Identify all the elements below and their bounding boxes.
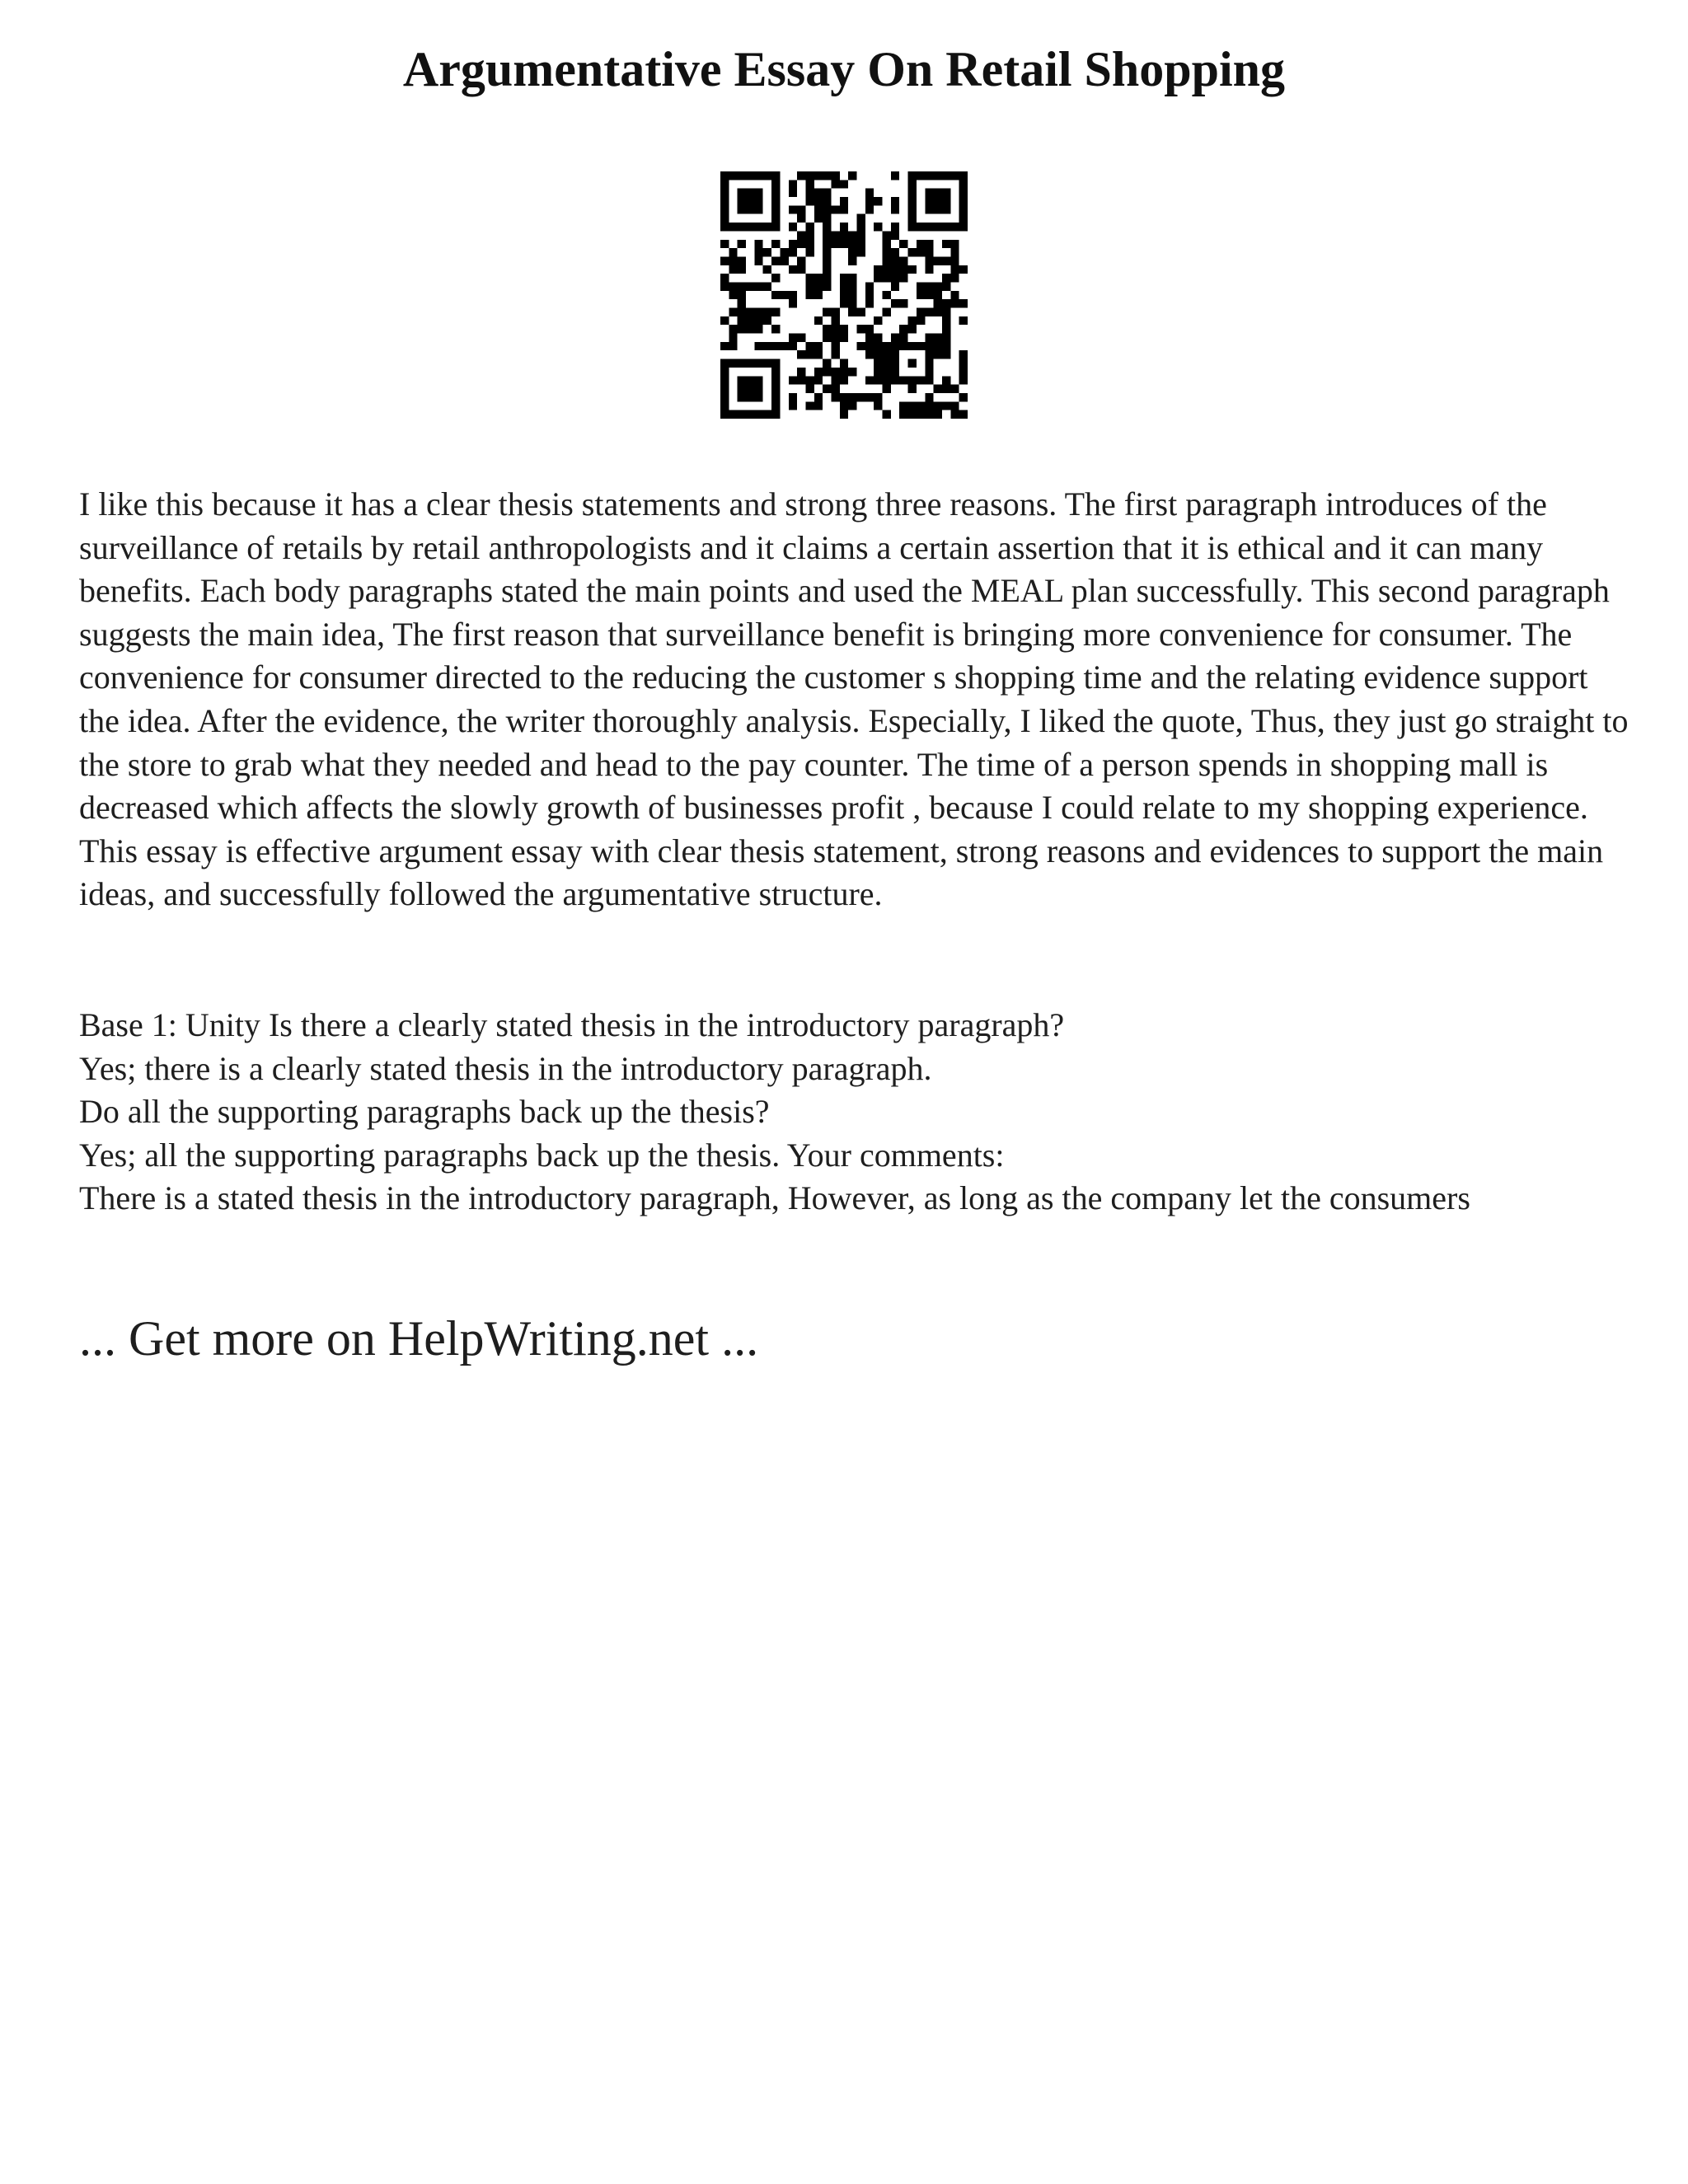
rubric-line-comments: There is a stated thesis in the introductory paragraph, However, as long as the company let the consumers (79, 1179, 1470, 1217)
rubric-line-answer-2: Yes; all the supporting paragraphs back up the thesis. Your comments: (79, 1136, 1005, 1174)
rubric-line-question-1: Base 1: Unity Is there a clearly stated thesis in the introductory paragraph? (79, 1006, 1065, 1043)
document-title: Argumentative Essay On Retail Shopping (402, 42, 1286, 96)
rubric-line-question-2: Do all the supporting paragraphs back up the thesis? (79, 1093, 770, 1131)
qr-code-icon (720, 171, 968, 419)
review-paragraph: I like this because it has a clear thesis statements and strong three reasons. The first paragraph introduces of the surveillance of retails by retail anthropologists and it claims a certain assertion that it is ethical and it can many benefits. Each body paragraphs stated the main points and used the MEAL plan successfully. This second paragraph suggests the main idea, The first reason that surveillance benefit is bringing more convenience for consumer. The convenience for consumer directed to the reducing the customer s shopping time and the relating evidence support the idea. After the evidence, the writer thoroughly analysis. Especially, I liked the quote, Thus, they just go straight to the store to grab what they needed and head to the pay counter. The time of a person spends in shopping mall is decreased which affects the slowly growth of businesses profit , because I could relate to my shopping experience. This essay is effective argument essay with clear thesis statement, strong reasons and evidences to support the main ideas, and successfully followed the argumentative structure. (79, 485, 1629, 913)
rubric-line-answer-1: Yes; there is a clearly stated thesis in the introductory paragraph. (79, 1049, 932, 1087)
rubric-section (79, 1004, 1629, 1221)
get-more-link[interactable]: ... Get more on HelpWriting.net ... (79, 1311, 759, 1366)
